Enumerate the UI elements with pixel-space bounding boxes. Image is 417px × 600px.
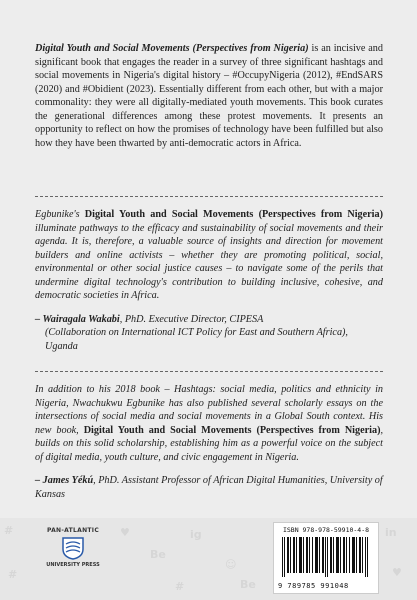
pattern-text: Be xyxy=(240,578,256,591)
reviewer-role: , PhD. Assistant Professor of African Digital Humanities, University of Kansas xyxy=(35,475,383,500)
review2-text2: , builds on this solid scholarship, establishing him as a powerful voice on the subject of digital media, youth culture, and civic engagement in Nigeria. xyxy=(35,424,384,463)
pattern-text: ig xyxy=(190,528,202,541)
pattern-hashtag-icon: # xyxy=(8,568,18,581)
review-yeku xyxy=(35,383,383,501)
blurb-text: is an incisive and significant book that engages the reader in a survey of three significant hashtags and social movements in Nigeria's digital history – #OccupyNigeria (2012), #EndSARS (2020) and #Obidient (2023). Essentially different from each other, but with a major commonality: they were all digitally-mediated youth movements. This book curates the generational differences among these protest movements. It presents an opportunity to reflect on how the promises of technology have been fulfilled but also how they have been thwarted by anti-democratic actors in Africa. xyxy=(35,43,383,149)
pattern-text: in xyxy=(385,526,397,539)
reviewer-name: James Yékú xyxy=(42,475,94,486)
pattern-hashtag-icon: # xyxy=(4,524,14,537)
attrib-dash: – xyxy=(35,313,43,325)
pattern-text: Be xyxy=(150,548,166,561)
blurb-title: Digital Youth and Social Movements (Perspectives from Nigeria) xyxy=(35,43,309,54)
reviewer-role: , PhD. Executive Director, CIPESA xyxy=(119,313,264,325)
review2-attribution xyxy=(35,474,383,501)
review-wakabi xyxy=(35,208,383,353)
pattern-heart-icon: ♥ xyxy=(392,566,402,579)
review1-attribution xyxy=(35,313,383,354)
publisher-name-bottom: UNIVERSITY PRESS xyxy=(46,562,100,568)
pattern-smiley-icon: ☺ xyxy=(225,558,237,571)
publisher-name-top: PAN-ATLANTIC xyxy=(46,527,100,534)
reviewer-name: Wairagala Wakabi xyxy=(42,313,120,325)
publisher-logo xyxy=(44,527,102,583)
divider xyxy=(35,196,383,197)
review1-lead: Egbunike's xyxy=(35,209,85,220)
publisher-emblem-icon xyxy=(60,536,86,560)
review2-title: Digital Youth and Social Movements (Perspectives from Nigeria) xyxy=(83,424,381,436)
reviewer-affiliation: (Collaboration on International ICT Policy for East and Southern Africa), Uganda xyxy=(45,327,348,352)
attrib-dash: – xyxy=(35,475,43,486)
review1-title: Digital Youth and Social Movements (Perspectives from Nigeria) xyxy=(84,209,383,220)
review2-text1: In addition to his 2018 book – Hashtags: social media, politics and ethnicity in Nigeria, Nwachukwu Egbunike has also published several scholarly essays on the intersections of social media and social movements in a Global South context. His new book, xyxy=(35,384,383,436)
isbn-number: ISBN 978-978-59910-4-8 xyxy=(282,526,370,534)
isbn-barcode xyxy=(273,522,379,594)
barcode-bars xyxy=(282,537,370,577)
book-blurb xyxy=(35,42,383,150)
divider xyxy=(35,371,383,372)
review1-text: illuminate pathways to the efficacy and sustainability of social movements and their agenda. It is, therefore, a valuable source of insights and direction for movement builders and online activists – whether they are promoting political, social, environmental or other social justice causes – to navigate some of the perils that undermine digital technology's contribution to building inclusive, cohesive, and democratic societies in Africa. xyxy=(35,222,383,301)
pattern-hashtag-icon: # xyxy=(175,580,185,593)
pattern-heart-icon: ♥ xyxy=(120,526,130,539)
barcode-digits: 9 789785 991048 xyxy=(278,582,349,590)
